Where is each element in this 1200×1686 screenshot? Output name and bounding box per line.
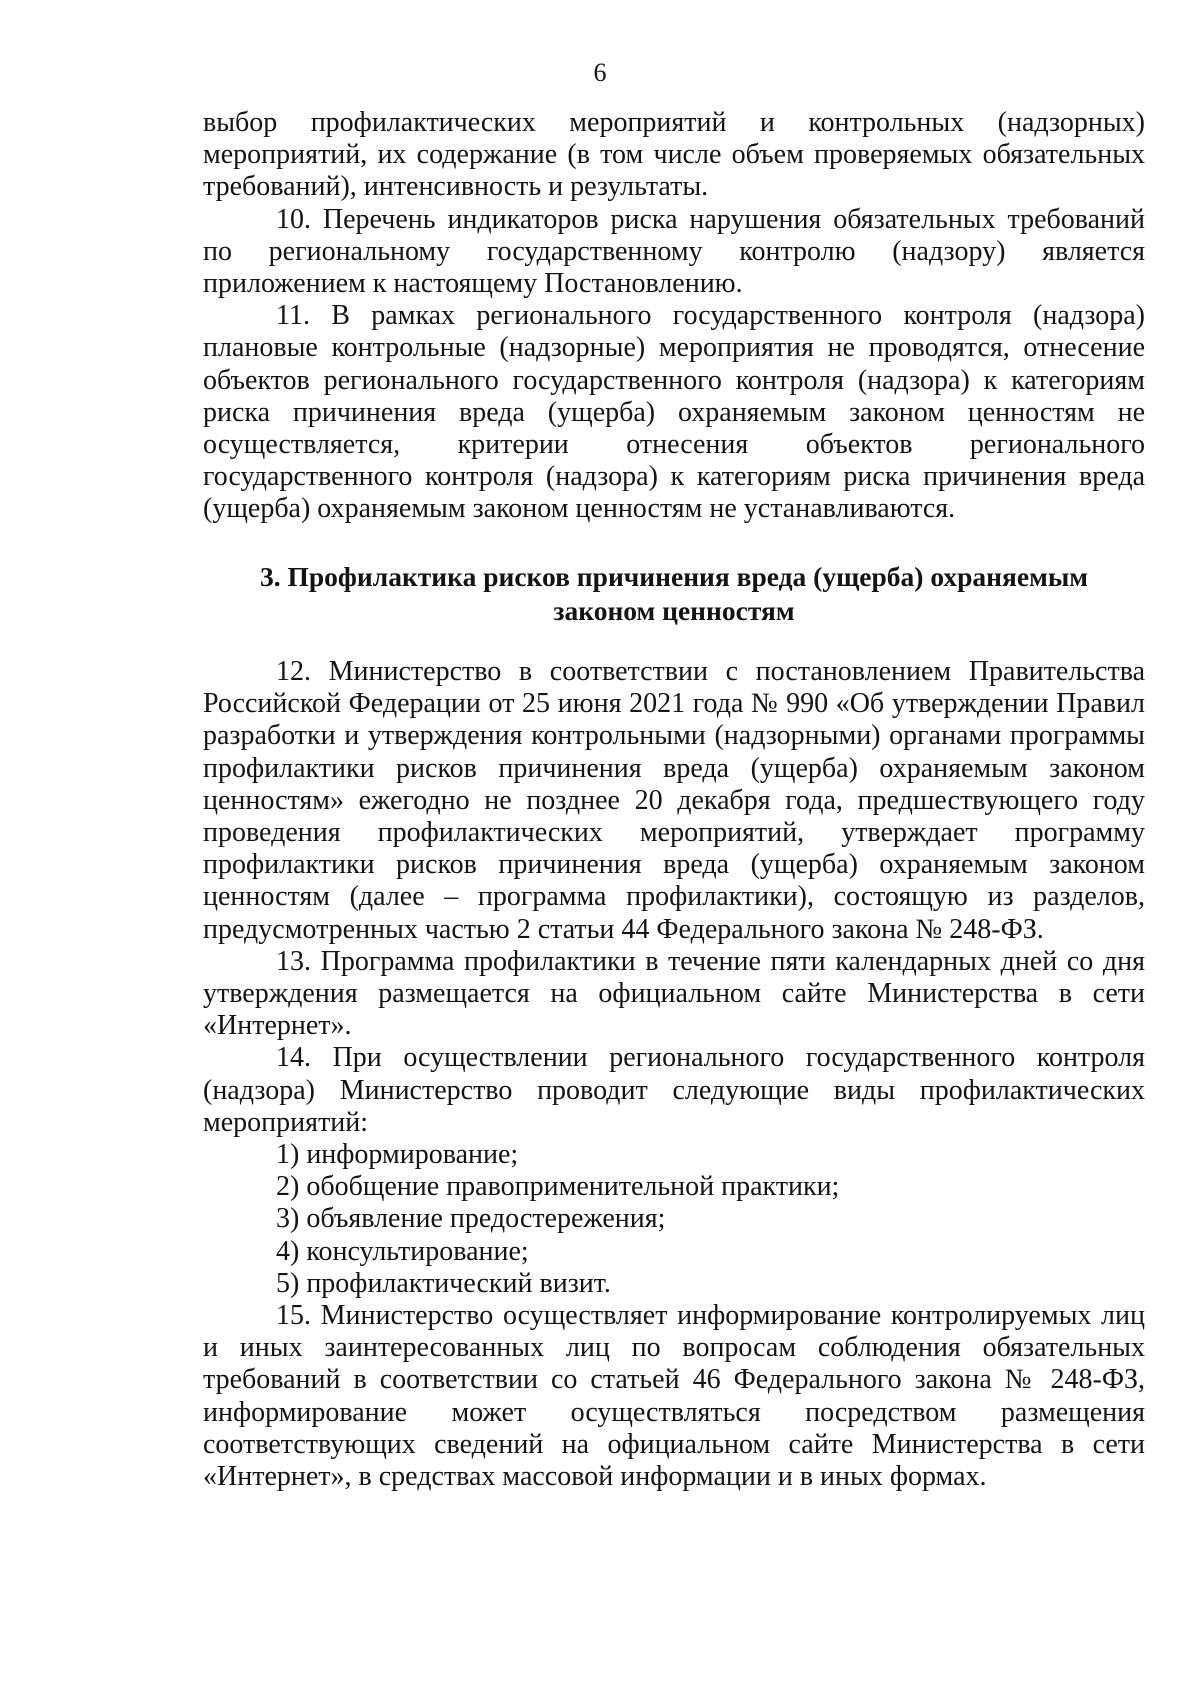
paragraph-10: 10. Перечень индикаторов риска нарушения обязательных требований по региональному государственному контролю (надзору) является приложением к настоящему Постановлению. [203,203,1145,300]
list-item: 4) консультирование; [276,1235,529,1267]
list-item: 3) объявление предостережения; [276,1203,666,1235]
list-item: 5) профилактический визит. [276,1267,611,1299]
list-item: 2) обобщение правоприменительной практики; [276,1171,840,1203]
paragraph-11: 11. В рамках регионального государственного контроля (надзора) плановые контрольные (надзорные) мероприятия не проводятся, отнесение объектов регионального государственного контроля (надзора) к категориям риска причинения вреда (ущерба) охраняемым законом ценностям не осуществляется, критерии отнесения объектов регионального государственного контроля (надзора) к категориям риска причинения вреда (ущерба) охраняемым законом ценностям не устанавливаются. [203,300,1145,525]
paragraph-12: 12. Министерство в соответствии с постановлением Правительства Российской Федерации от 25 июня 2021 года № 990 «Об утверждении Правил разработки и утверждения контрольными (надзорными) органами программы профилактики рисков причинения вреда (ущерба) охраняемым законом ценностям» ежегодно не позднее 20 декабря года, предшествующего году проведения профилактических мероприятий, утверждает программу профилактики рисков причинения вреда (ущерба) охраняемым законом ценностям (далее – программа профилактики), состоящую из разделов, предусмотренных частью 2 статьи 44 Федерального закона № 248-ФЗ. [203,656,1145,945]
paragraph-13: 13. Программа профилактики в течение пяти календарных дней со дня утверждения размещается на официальном сайте Министерства в сети «Интернет». [203,945,1145,1042]
text-block-bottom [203,656,1145,1493]
page-number: 6 [593,58,607,87]
paragraph-14: 14. При осуществлении регионального государственного контроля (надзора) Министерство проводит следующие виды профилактических мероприятий: [203,1042,1145,1138]
section-heading-line-1: 3. Профилактика рисков причинения вреда (ущерба) охраняемым [259,561,1089,592]
paragraph-continuation: выбор профилактических мероприятий и контрольных (надзорных) мероприятий, их содержание (в том числе объем проверяемых обязательных требований), интенсивность и результаты. [203,107,1145,203]
section-heading-line-2: законом ценностям [553,595,795,626]
text-block-top [203,107,1145,526]
list-item: 1) информирование; [276,1139,519,1171]
paragraph-15: 15. Министерство осуществляет информирование контролируемых лиц и иных заинтересованных лиц по вопросам соблюдения обязательных требований в соответствии со статьей 46 Федерального закона № 248-ФЗ, информирование может осуществляться посредством размещения соответствующих сведений на официальном сайте Министерства в сети «Интернет», в средствах массовой информации и в иных формах. [203,1300,1145,1493]
section-heading [203,560,1145,628]
